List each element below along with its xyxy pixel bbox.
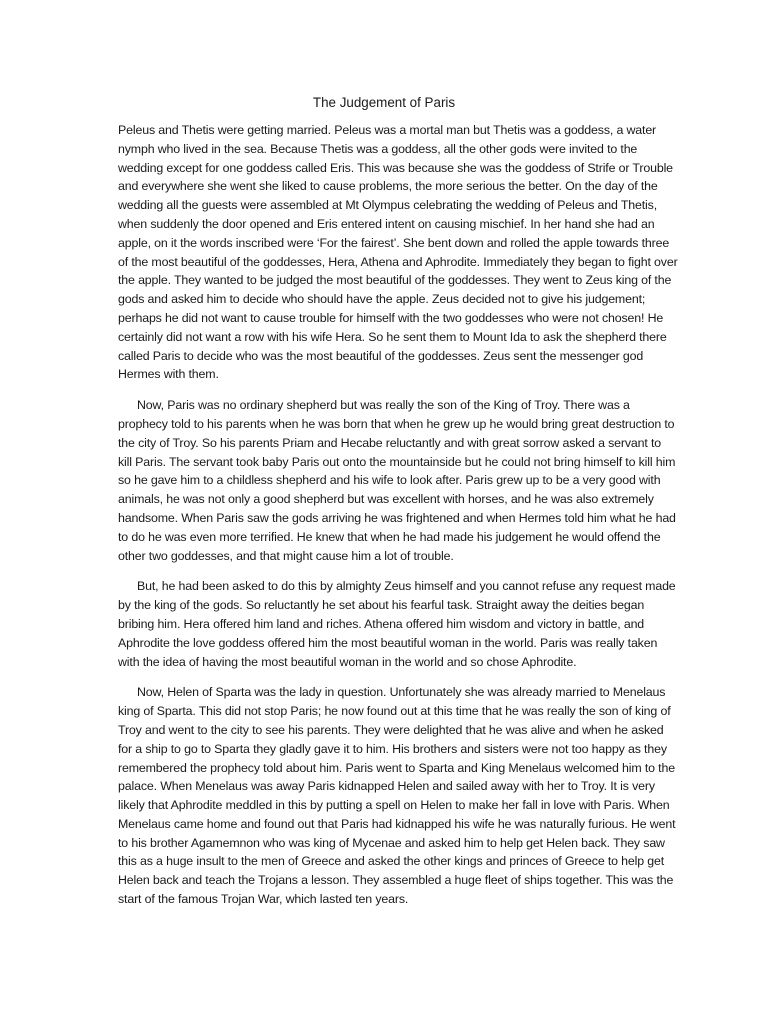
paragraph-2: Now, Paris was no ordinary shepherd but was really the son of the King of Troy. There was a prophecy told to his parents when he was born that when he grew up he would bring great destruction to the city of Troy. So his parents Priam and Hecabe reluctantly and with great sorrow asked a servant to kill Paris. The servant took baby Paris out onto the mountainside but he could not bring himself to kill him so he gave him to a childless shepherd and his wife to look after. Paris grew up to be a very good with animals, he was not only a good shepherd but was excellent with horses, and he was also extremely handsome. When Paris saw the gods arriving he was frightened and when Hermes told him what he had to do he was even more terrified. He knew that when he had made his judgement he would offend the other two goddesses, and that might cause him a lot of trouble. [118,398,676,563]
page-title: The Judgement of Paris [312,95,456,110]
paragraph-3: But, he had been asked to do this by almighty Zeus himself and you cannot refuse any request made by the king of the gods. So reluctantly he set about his fearful task. Straight away the deities began bribing him. Hera offered him land and riches. Athena offered him wisdom and victory in battle, and Aphrodite the love goddess offered him the most beautiful woman in the world. Paris was really taken with the idea of having the most beautiful woman in the world and so chose Aphrodite. [118,579,676,669]
document-body [118,121,678,909]
paragraph-4: Now, Helen of Sparta was the lady in question. Unfortunately she was already married to Menelaus king of Sparta. This did not stop Paris; he now found out at this time that he was really the son of king of Troy and went to the city to see his parents. They were delighted that he was alive and when he asked for a ship to go to Sparta they gladly gave it to him. His brothers and sisters were not too happy as they remembered the prophecy told about him. Paris went to Sparta and King Menelaus welcomed him to the palace. When Menelaus was away Paris kidnapped Helen and sailed away with her to Troy. It is very likely that Aphrodite meddled in this by putting a spell on Helen to make her fall in love with Paris. When Menelaus came home and found out that Paris had kidnapped his wife he was naturally furious. He went to his brother Agamemnon who was king of Mycenae and asked him to help get Helen back. They saw this as a huge insult to the men of Greece and asked the other kings and princes of Greece to help get Helen back and teach the Trojans a lesson. They assembled a huge fleet of ships together. This was the start of the famous Trojan War, which lasted ten years. [118,685,676,907]
paragraph-1: Peleus and Thetis were getting married. Peleus was a mortal man but Thetis was a goddess, a water nymph who lived in the sea. Because Thetis was a goddess, all the other gods were invited to the wedding except for one goddess called Eris. This was because she was the goddess of Strife or Trouble and everywhere she went she liked to cause problems, the more serious the better. On the day of the wedding all the guests were assembled at Mt Olympus celebrating the wedding of Peleus and Thetis, when suddenly the door opened and Eris entered intent on causing mischief. In her hand she had an apple, on it the words inscribed were ‘For the fairest’. She bent down and rolled the apple towards three of the most beautiful of the goddesses, Hera, Athena and Aphrodite. Immediately they began to fight over the apple. They wanted to be judged the most beautiful of the goddesses. They went to Zeus king of the gods and asked him to decide who should have the apple. Zeus decided not to give his judgement; perhaps he did not want to cause trouble for himself with the two goddesses who were not chosen! He certainly did not want a row with his wife Hera. So he sent them to Mount Ida to ask the shepherd there called Paris to decide who was the most beautiful of the goddesses. Zeus sent the messenger god Hermes with them. [118,123,678,382]
